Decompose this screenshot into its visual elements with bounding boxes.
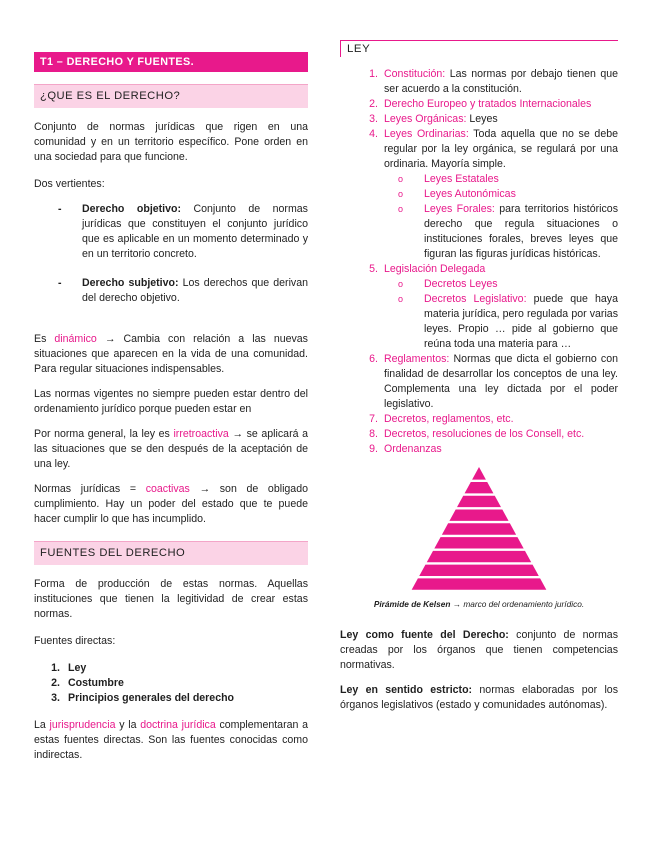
sublist-item: o Leyes Forales: para territorios históricos derecho que regula situaciones o instituciones forales, breves leyes que figuran las figuras jurídicas históricas. — [398, 203, 618, 260]
circle-bullet: o — [398, 279, 404, 289]
paragraph-forma: Forma de producción de estas normas. Aquellas instituciones que tienen la legitividad de crear estas normas. — [34, 578, 308, 620]
paragraph-coactivas: Normas jurídicas = coactivas → son de obligado cumplimiento. Hay un poder del estado que te puede hacer cumplir lo que has incumplido. — [34, 483, 308, 525]
dash-bullet: - — [58, 277, 62, 289]
list-item: 6. Reglamentos: Normas que dicta el gobierno con finalidad de desarrollar los conceptos de una ley. Complementa una ley dictada por el poder legislativo. — [369, 353, 618, 410]
pyramid-level — [434, 537, 523, 548]
pyramid-level — [442, 523, 516, 534]
paragraph-irretroactiva: Por norma general, la ley es irretroactiva → se aplicará a las situaciones que se den después de la aceptación de una ley. — [34, 428, 308, 470]
highlight-dinamico: dinámico — [54, 333, 97, 345]
paragraph-dinamico: Es dinámico → Cambia con relación a las nuevas situaciones que aparecen en la vida de una comunidad. Para regular situaciones indispensables. — [34, 333, 308, 375]
sublist-item: o Decretos Leyes — [398, 278, 498, 290]
paragraph-jurisprudencia: La jurisprudencia y la doctrina jurídica complementaran a estas fuentes directas. Son las fuentes conocidas como indirectas. — [34, 719, 308, 761]
kelsen-pyramid — [340, 465, 618, 593]
list-item — [34, 202, 308, 262]
circle-bullet: o — [398, 294, 404, 304]
list-item: 4. Leyes Ordinarias: Toda aquella que no se debe regular por la ley orgánica, se regulará por una ordinaria. Mayoría simple. o Leyes Estatales o Leyes Autonómicas o Leyes Forales: para territorios históricos derecho que regula situaciones o instituciones forales, breves leyes que figuran las figuras jurídicas históricas. — [369, 128, 618, 260]
fuentes-directas-list — [34, 661, 308, 706]
list-item: 3. Leyes Orgánicas: Leyes — [369, 113, 498, 125]
paragraph-ley-fuente: Ley como fuente del Derecho: conjunto de normas creadas por los órganos que tienen competencias normativas. — [340, 629, 618, 671]
paragraph-ley-estricto: Ley en sentido estricto: normas elaboradas por los órganos legislativos (estado y comunidades autónomas). — [340, 684, 618, 711]
list-item: 1. Constitución: Las normas por debajo tienen que ser acuerdo a la constitución. — [369, 68, 618, 95]
section-heading-que-es: ¿QUE ES EL DERECHO? — [34, 84, 308, 108]
section-heading-fuentes: FUENTES DEL DERECHO — [34, 541, 308, 565]
left-column — [34, 0, 308, 763]
term: Derecho subjetivo: — [82, 277, 179, 289]
definition: Los derechos que derivan del derecho objetivo. — [82, 277, 308, 304]
sublist-ordinarias — [384, 172, 618, 262]
dash-bullet: - — [58, 203, 62, 215]
sublist-delegada — [384, 277, 618, 352]
pyramid-level — [457, 496, 501, 507]
sublist-item: o Leyes Estatales — [398, 173, 499, 185]
highlight-doctrina: doctrina jurídica — [140, 719, 216, 731]
pyramid-level — [472, 467, 486, 480]
definition: Conjunto de normas jurídicas que constituyen el conjunto jurídico que es aplicable en un momento determinado y en un territorio concreto. — [82, 203, 308, 260]
jerarquia-list — [340, 67, 618, 457]
circle-bullet: o — [398, 204, 404, 214]
sublist-item: o Leyes Autonómicas — [398, 188, 516, 200]
pyramid-level — [419, 565, 539, 576]
pyramid-level — [449, 510, 508, 521]
pyramid-level — [465, 482, 494, 493]
paragraph-intro: Conjunto de normas jurídicas que rigen en una comunidad y en un territorio específico. Pone orden en una sociedad para que funcione. — [34, 121, 308, 163]
highlight-jurisprudencia: jurisprudencia — [49, 719, 116, 731]
list-item: 5. Legislación Delegada o Decretos Leyes o Decretos Legislativo: puede que haya materia jurídica, pero regulada por varias leyes. Propio … pide al gobierno que reúna toda una materia para … — [369, 263, 618, 350]
sublist-item: o Decretos Legislativo: puede que haya materia jurídica, pero regulada por varias leyes. Propio … pide al gobierno que reúna toda una materia para … — [398, 293, 618, 350]
pyramid-caption: Pirámide de Kelsen → marco del ordenamiento jurídico. — [373, 599, 585, 609]
list-item: 3. Principios generales del derecho — [51, 692, 235, 704]
list-item: 9. Ordenanzas — [369, 443, 442, 455]
page-title: T1 – DERECHO Y FUENTES. — [34, 52, 308, 72]
pyramid-level — [412, 578, 547, 589]
vertientes-label: Dos vertientes: — [34, 178, 105, 190]
list-item: 8. Decretos, resoluciones de los Consell, etc. — [369, 428, 585, 440]
highlight-irretroactiva: irretroactiva — [173, 428, 229, 440]
list-item — [34, 276, 308, 306]
circle-bullet: o — [398, 189, 404, 199]
pyramid-level — [427, 551, 531, 562]
term: Derecho objetivo: — [82, 203, 182, 215]
list-item: 1. Ley — [51, 662, 87, 674]
list-item: 2. Derecho Europeo y tratados Internacionales — [369, 98, 592, 110]
right-column — [340, 0, 618, 713]
ley-heading: LEY — [340, 40, 618, 57]
list-item: 7. Decretos, reglamentos, etc. — [369, 413, 514, 425]
paragraph-vigentes: Las normas vigentes no siempre pueden estar dentro del ordenamiento jurídico porque pueden estar en — [34, 388, 308, 415]
vertientes-list — [34, 202, 308, 306]
highlight-coactivas: coactivas — [145, 483, 190, 495]
list-item: 2. Costumbre — [51, 677, 124, 689]
circle-bullet: o — [398, 174, 404, 184]
directas-label: Fuentes directas: — [34, 635, 116, 647]
